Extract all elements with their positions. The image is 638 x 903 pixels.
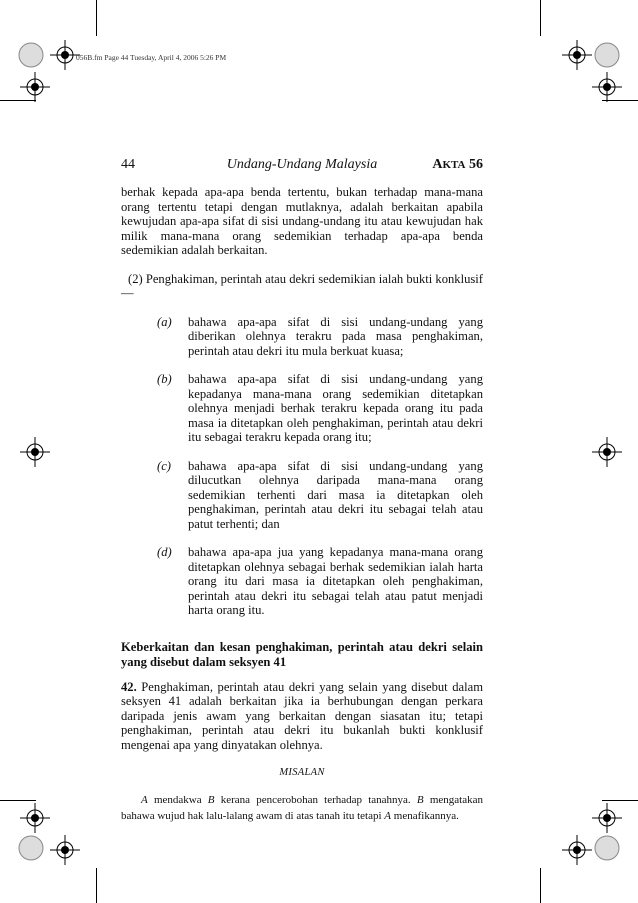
registration-mark-icon: [20, 803, 50, 833]
section-number: 42.: [121, 679, 137, 694]
list-item: [121, 545, 483, 618]
item-label: (b): [157, 372, 172, 386]
running-header: [121, 157, 483, 177]
section-heading: Keberkaitan dan kesan penghakiman, perintah atau dekri selain yang disebut dalam seksyen 41: [121, 639, 483, 669]
crop-mark: [0, 800, 36, 801]
item-text: bahawa apa-apa jua yang kepadanya mana-mana orang ditetapkan olehnya sebagai berhak sedemikian ialah harta orang itu dari masa ia ditetapkan oleh penghakiman, perintah atau dekri itu sebagai telah atau patut menjadi harta orang itu.: [188, 545, 483, 617]
section-text: Penghakiman, perintah atau dekri yang selain yang disebut dalam seksyen 41 adalah berkaitan jika ia berhubungan dengan perkara daripada jenis awam yang berkaitan dengan siasatan itu; tetapi penghakiman, perintah atau dekri itu bukanlah bukti konklusif mengenai apa yang dinyatakan olehnya.: [121, 679, 483, 752]
crop-mark: [540, 868, 541, 903]
registration-mark-icon: [562, 835, 592, 865]
list-item: [121, 315, 483, 359]
intro-paragraph: berhak kepada apa-apa benda tertentu, bukan terhadap mana-mana orang tertentu tetapi dengan mutlaknya, adalah berkaitan apabila kewujudan apa-apa sifat di sisi undang-undang itu atau kewujudan hak milik mana-mana orang sedemikian terhadap apa-apa benda sedemikian adalah berkaitan.: [121, 185, 483, 257]
page-number: 44: [121, 157, 135, 172]
registration-mark-icon: [50, 40, 80, 70]
illustration-segment: mengatakan bahawa wujud hak lalu-lalang awam di atas tanah itu tetapi: [121, 793, 483, 822]
crop-mark: [96, 868, 97, 903]
party-a: A: [141, 793, 148, 806]
registration-mark-icon: [20, 437, 50, 467]
list-item: [121, 372, 483, 445]
item-text: bahawa apa-apa sifat di sisi undang-undang yang diberikan olehnya terakru pada masa penghakiman, perintah atau dekri itu mula berkuat kuasa;: [188, 314, 483, 358]
item-text: bahawa apa-apa sifat di sisi undang-undang yang dilucutkan olehnya daripada mana-mana orang sedemikian terhenti dari masa ia ditetapkan oleh penghakiman, perintah atau dekri itu sebagai telah atau patut terhenti; dan: [188, 458, 483, 531]
act-small-caps: KTA: [442, 159, 466, 171]
subsection-2: (2) Penghakiman, perintah atau dekri sedemikian ialah bukti konklusif—: [121, 271, 483, 300]
crop-mark: [602, 800, 638, 801]
registration-circle-icon: [18, 42, 44, 68]
registration-circle-icon: [18, 835, 44, 861]
registration-mark-icon: [50, 835, 80, 865]
registration-mark-icon: [20, 72, 50, 102]
illustration-segment: kerana pencerobohan terhadap tanahnya.: [214, 793, 417, 806]
print-slug: 056B.fm Page 44 Tuesday, April 4, 2006 5:26 PM: [76, 53, 227, 62]
illustration-heading: MISALAN: [279, 767, 325, 778]
party-b: B: [416, 793, 424, 806]
registration-mark-icon: [592, 72, 622, 102]
item-label: (d): [157, 545, 172, 559]
crop-mark: [602, 100, 638, 101]
registration-mark-icon: [592, 437, 622, 467]
registration-circle-icon: [594, 835, 620, 861]
party-a: A: [384, 809, 392, 822]
registration-mark-icon: [562, 40, 592, 70]
registration-mark-icon: [592, 803, 622, 833]
header-title: Undang-Undang Malaysia: [226, 157, 378, 172]
item-label: (c): [157, 458, 171, 473]
illustration-segment: menafikannya.: [391, 809, 459, 822]
crop-mark: [96, 0, 97, 36]
illustration-segment: mendakwa: [147, 793, 208, 806]
page-body: [121, 185, 483, 835]
act-prefix: A: [432, 157, 443, 172]
act-label: [432, 157, 483, 173]
section-42: [121, 680, 483, 753]
act-number: 56: [465, 157, 483, 172]
list-item: [121, 459, 483, 532]
item-text: bahawa apa-apa sifat di sisi undang-undang yang kepadanya mana-mana orang sedemikian ditetapkan olehnya menjadi berhak terakru kepada orang itu pada masa ia ditetapkan oleh penghakiman, perintah atau dekri itu sebagai terakru kepada orang itu;: [188, 372, 483, 444]
illustration-text: [121, 792, 483, 824]
crop-mark: [540, 0, 541, 36]
crop-mark: [0, 100, 36, 101]
item-label: (a): [157, 314, 172, 329]
registration-circle-icon: [594, 42, 620, 68]
party-b: B: [207, 793, 215, 806]
